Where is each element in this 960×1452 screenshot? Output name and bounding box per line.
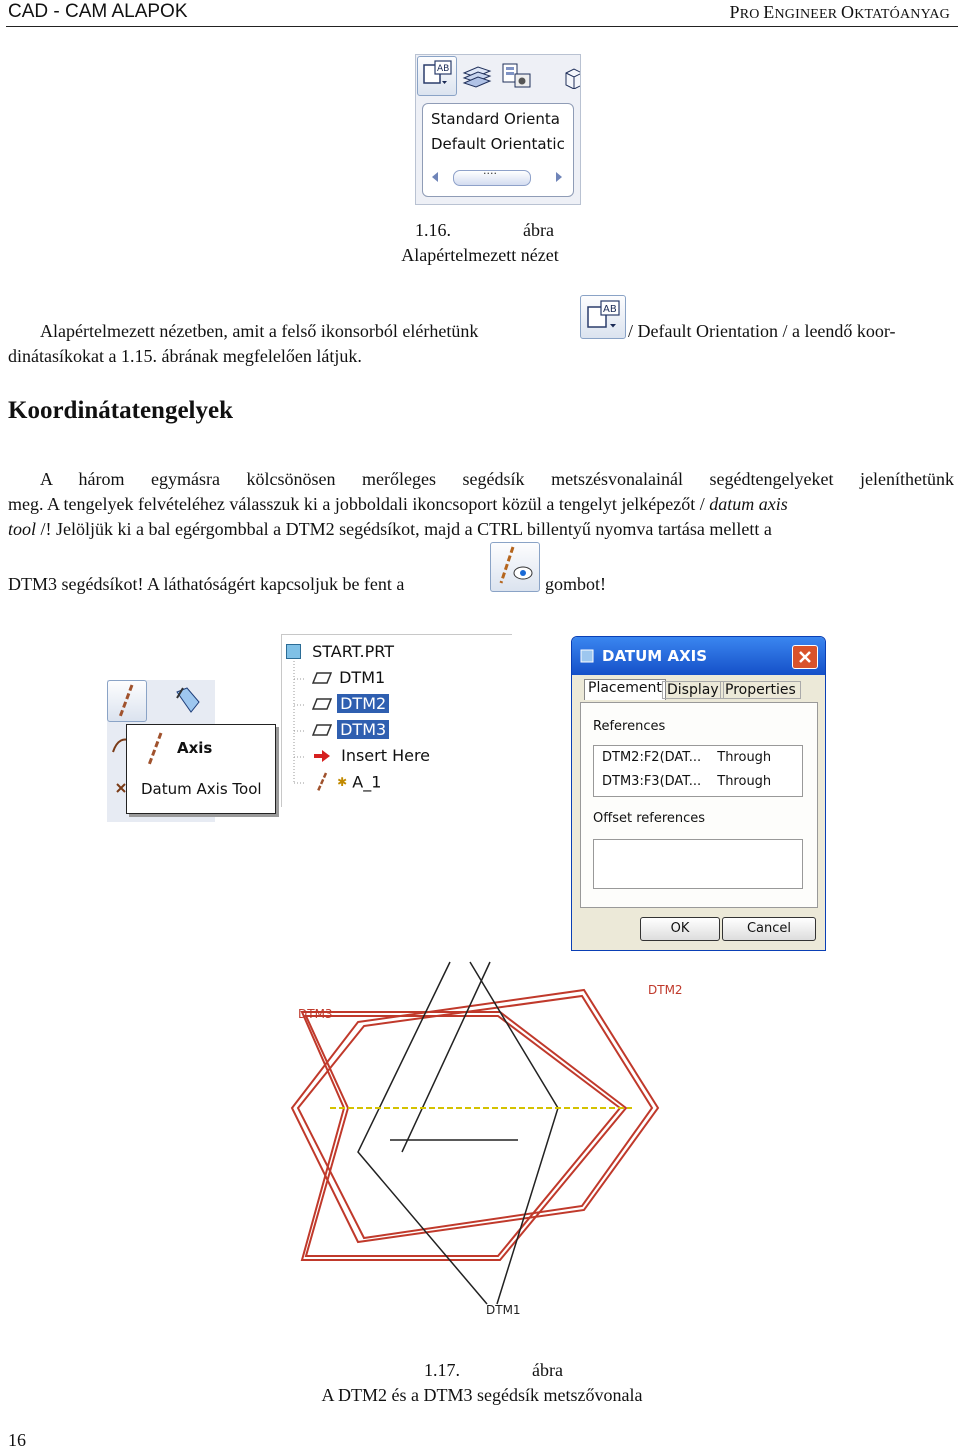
orientation-item[interactable]: Standard Orienta [431,110,560,128]
references-label: References [593,719,666,734]
tree-item-label: DTM1 [339,668,386,687]
header-right-part: O [841,2,855,22]
reference-row[interactable] [602,750,771,765]
tree-item-start-prt[interactable] [286,641,394,663]
caption-number: 1.16. [415,220,451,240]
cube-icon[interactable] [562,65,581,89]
tab-properties[interactable]: Properties [720,681,801,699]
reference-type: Through [717,750,772,765]
close-icon [793,646,817,668]
scroll-right-icon[interactable] [553,171,565,183]
svg-text:AB: AB [437,64,450,74]
tree-item-a1[interactable] [312,771,381,793]
references-list[interactable] [593,745,803,797]
header-divider [6,26,958,27]
figure-caption-number [424,1360,563,1381]
figure-caption-title: A DTM2 és a DTM3 segédsík metszővonala [321,1385,643,1405]
caption-number: 1.17. [424,1360,460,1380]
scroll-left-icon[interactable] [429,171,441,183]
paragraph-line: A három egymásra kölcsönösen merőleges segédsík metszésvonalainál segédtengelyeket jeleníthetünk [40,469,954,489]
tree-item-label: Insert Here [341,746,431,765]
italic-term: tool [8,519,37,539]
saved-views-icon [581,296,625,338]
tree-item-label: START.PRT [312,642,395,661]
paragraph-line: Alapértelmezett nézetben, amit a felső ikonsorból elérhetünk [40,321,479,341]
paragraph-line: gombot! [545,574,606,594]
view-manager-icon[interactable] [500,61,534,91]
layers-icon[interactable] [460,63,494,91]
dialog-title: DATUM AXIS [602,647,708,665]
header-left: CAD - CAM ALAPOK [8,1,188,22]
saved-views-button[interactable] [417,56,457,96]
figure-caption-number [415,220,554,241]
orientation-list [422,103,574,197]
tooltip-title: Axis [177,739,213,757]
datum-axis-icon [141,731,169,767]
figure-caption-title: Alapértelmezett nézet [401,245,559,265]
list-scrollbar[interactable] [427,164,567,186]
axis-display-icon [491,543,539,591]
offset-references-list[interactable] [593,839,803,889]
saved-views-icon [418,57,456,95]
datum-axis-tool-button[interactable] [107,680,147,722]
reference-name: DTM2:F2(DAT... [602,750,702,765]
header-right [730,2,951,23]
plane-label-dtm2: DTM2 [648,983,683,997]
datum-axis-icon [108,681,146,721]
tab-display[interactable]: Display [662,681,724,699]
tooltip-description: Datum Axis Tool [141,780,262,798]
app-icon [580,649,594,663]
section-title: Koordinátatengelyek [8,397,233,424]
tree-item-label-selected: DTM2 [337,694,389,713]
datum-csys-icon[interactable] [171,684,205,718]
tab-panel [580,702,818,908]
tree-item-dtm1[interactable] [312,667,387,689]
dtm2-plane [292,990,658,1242]
tree-item-label-selected: DTM3 [337,720,389,739]
tree-item-dtm3[interactable] [312,719,389,741]
tree-item-dtm2[interactable] [312,693,389,715]
axis-tooltip [126,724,276,814]
svg-text:AB: AB [603,304,617,315]
datum-plane-icon [312,671,332,685]
dialog-titlebar[interactable] [572,637,825,675]
datum-plane-icon [312,723,332,737]
tree-guide-lines [292,661,306,801]
reference-name: DTM3:F3(DAT... [602,774,702,789]
paragraph-line: / Default Orientation / a leendő koor- [628,321,896,341]
tab-placement[interactable]: Placement [584,679,666,700]
cancel-button[interactable]: Cancel [722,917,816,941]
header-right-part: E [763,2,775,22]
header-right-part: NGINEER [774,7,842,22]
paragraph-text: meg. A tengelyek felvételéhez válasszuk ki a jobboldali ikoncsoport közül a tengelyt jelképezőt / [8,494,705,514]
paragraph-line [8,517,954,542]
paragraph-line: DTM3 segédsíkot! A láthatóságért kapcsoljuk be fent a [8,574,405,594]
part-icon [286,644,301,659]
axis-display-button[interactable] [490,542,540,592]
orientation-item[interactable]: Default Orientatic [431,135,565,153]
default-orientation-button[interactable] [580,295,626,339]
model-tree [281,634,512,807]
plane-label-dtm3: DTM3 [298,1007,333,1021]
paragraph-line: dinátasíkokat a 1.15. ábrának megfelelően látjuk. [8,346,362,366]
datum-planes-drawing [272,960,692,1322]
tree-item-label: A_1 [352,772,382,792]
scroll-thumb-grip: .... [483,164,497,177]
datum-plane-icon [312,697,332,711]
offset-references-label: Offset references [593,811,706,826]
reference-type: Through [717,774,772,789]
orientation-panel [415,54,581,205]
paragraph-line [8,492,954,517]
caption-word: ábra [532,1360,563,1380]
tree-item-insert-here[interactable] [312,745,430,767]
close-button[interactable] [792,645,818,669]
new-feature-icon: ✱ [337,775,348,789]
italic-term: datum axis [709,494,788,514]
reference-row[interactable] [602,774,771,789]
paragraph-text: /! Jelöljük ki a bal egérgombbal a DTM2 segédsíkot, majd a CTRL billentyű nyomva tartása mellett a [40,519,772,539]
plane-label-dtm1: DTM1 [486,1303,521,1317]
header-right-part: KTATÓANYAG [854,7,950,22]
datum-axis-icon [312,771,332,793]
datum-axis-dialog [571,636,826,951]
page-number: 16 [8,1430,26,1450]
header-right-part: RO [739,7,764,22]
insert-arrow-icon [312,748,332,764]
ok-button[interactable]: OK [640,917,720,941]
caption-word: ábra [523,220,554,240]
header-right-part: P [729,2,740,22]
